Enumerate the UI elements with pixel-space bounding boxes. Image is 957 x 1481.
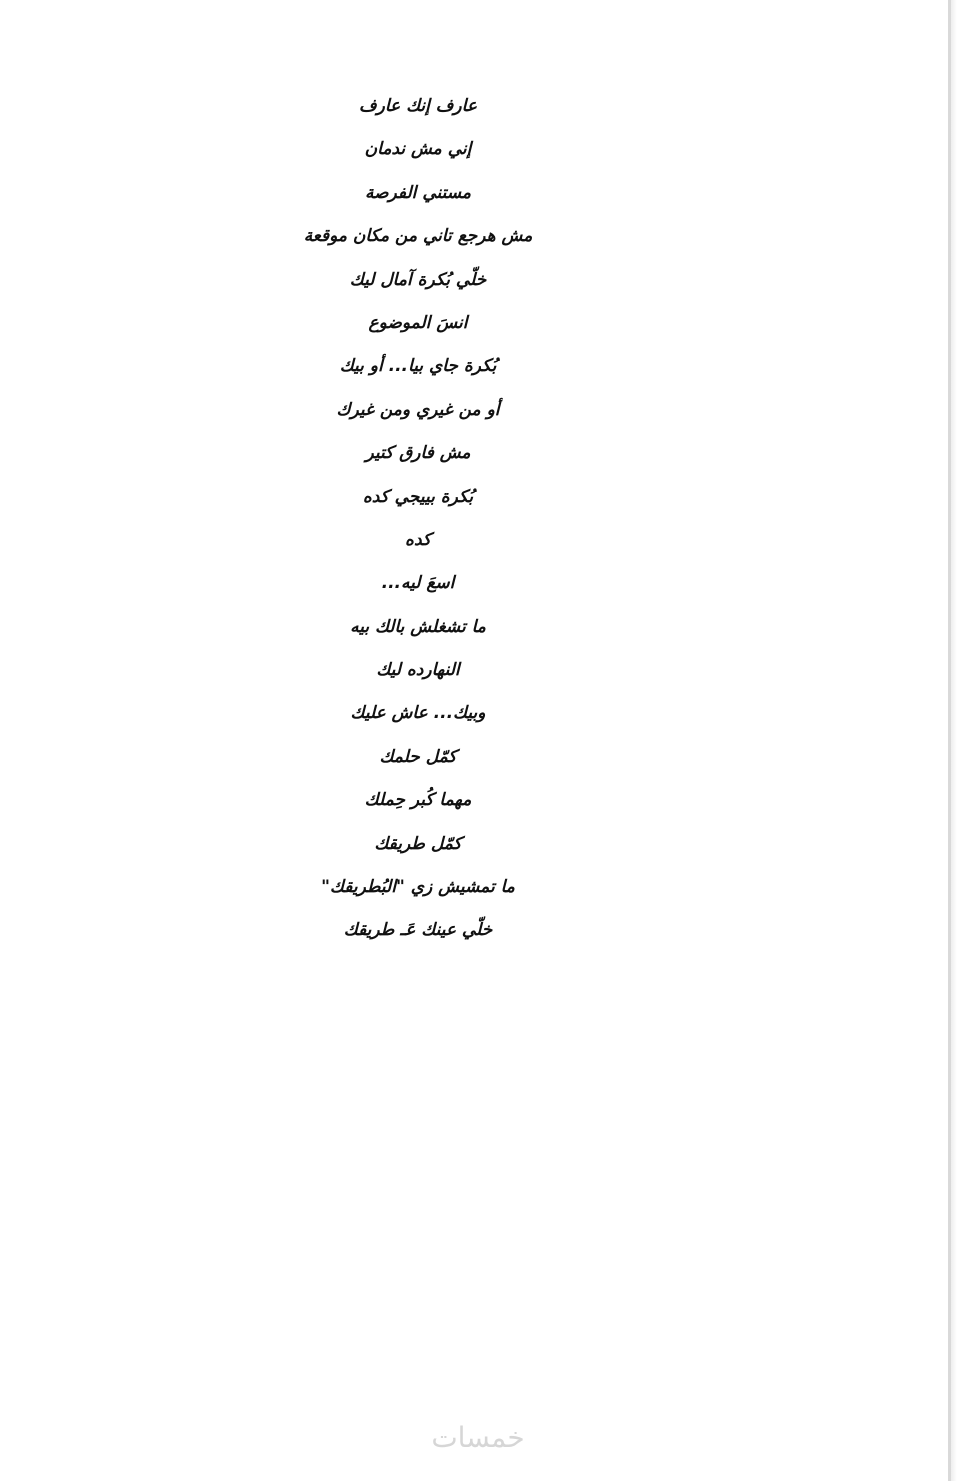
poem-line: وبيك... عاش عليك xyxy=(350,703,486,724)
poem-lines xyxy=(218,88,618,956)
poem-line: أو من غيري ومن غيرك xyxy=(336,399,500,420)
poem-line: عارف إنك عارف xyxy=(359,96,477,116)
poem-line: بُكرة جاي بيا... أو بيك xyxy=(339,356,497,377)
poem-line: كمّل حلمك xyxy=(379,746,457,767)
poem-line: انسَ الموضوع xyxy=(368,312,468,333)
poem-line: مهما كُبر حِملك xyxy=(364,790,472,811)
poem-line: مش هرجع تاني من مكان موقعة xyxy=(303,226,533,247)
poem-line: بُكرة بييجي كده xyxy=(362,486,474,507)
poem-line: كمّل طريقك xyxy=(374,833,462,854)
poem-line: ما تمشيش زي "البُطريقك" xyxy=(321,877,515,898)
watermark-logo: خمسات xyxy=(431,1421,525,1454)
poem-line: مش فارق كتير xyxy=(365,443,471,464)
poem-line: خلّي بُكرة آمال ليك xyxy=(349,269,487,290)
poem-line: مستني الفرصة xyxy=(364,182,472,203)
poem-line: اسعَ ليه... xyxy=(381,573,455,594)
poem-line: النهارده ليك xyxy=(376,660,460,681)
poem-line: إني مش ندمان xyxy=(364,139,472,160)
poem-line: خلّي عينك عَـ طريقك xyxy=(343,920,493,941)
poem-line: كده xyxy=(405,529,431,550)
poem-line: ما تشغلش بالك بيه xyxy=(350,616,486,637)
page-edge-shadow xyxy=(951,0,957,1481)
